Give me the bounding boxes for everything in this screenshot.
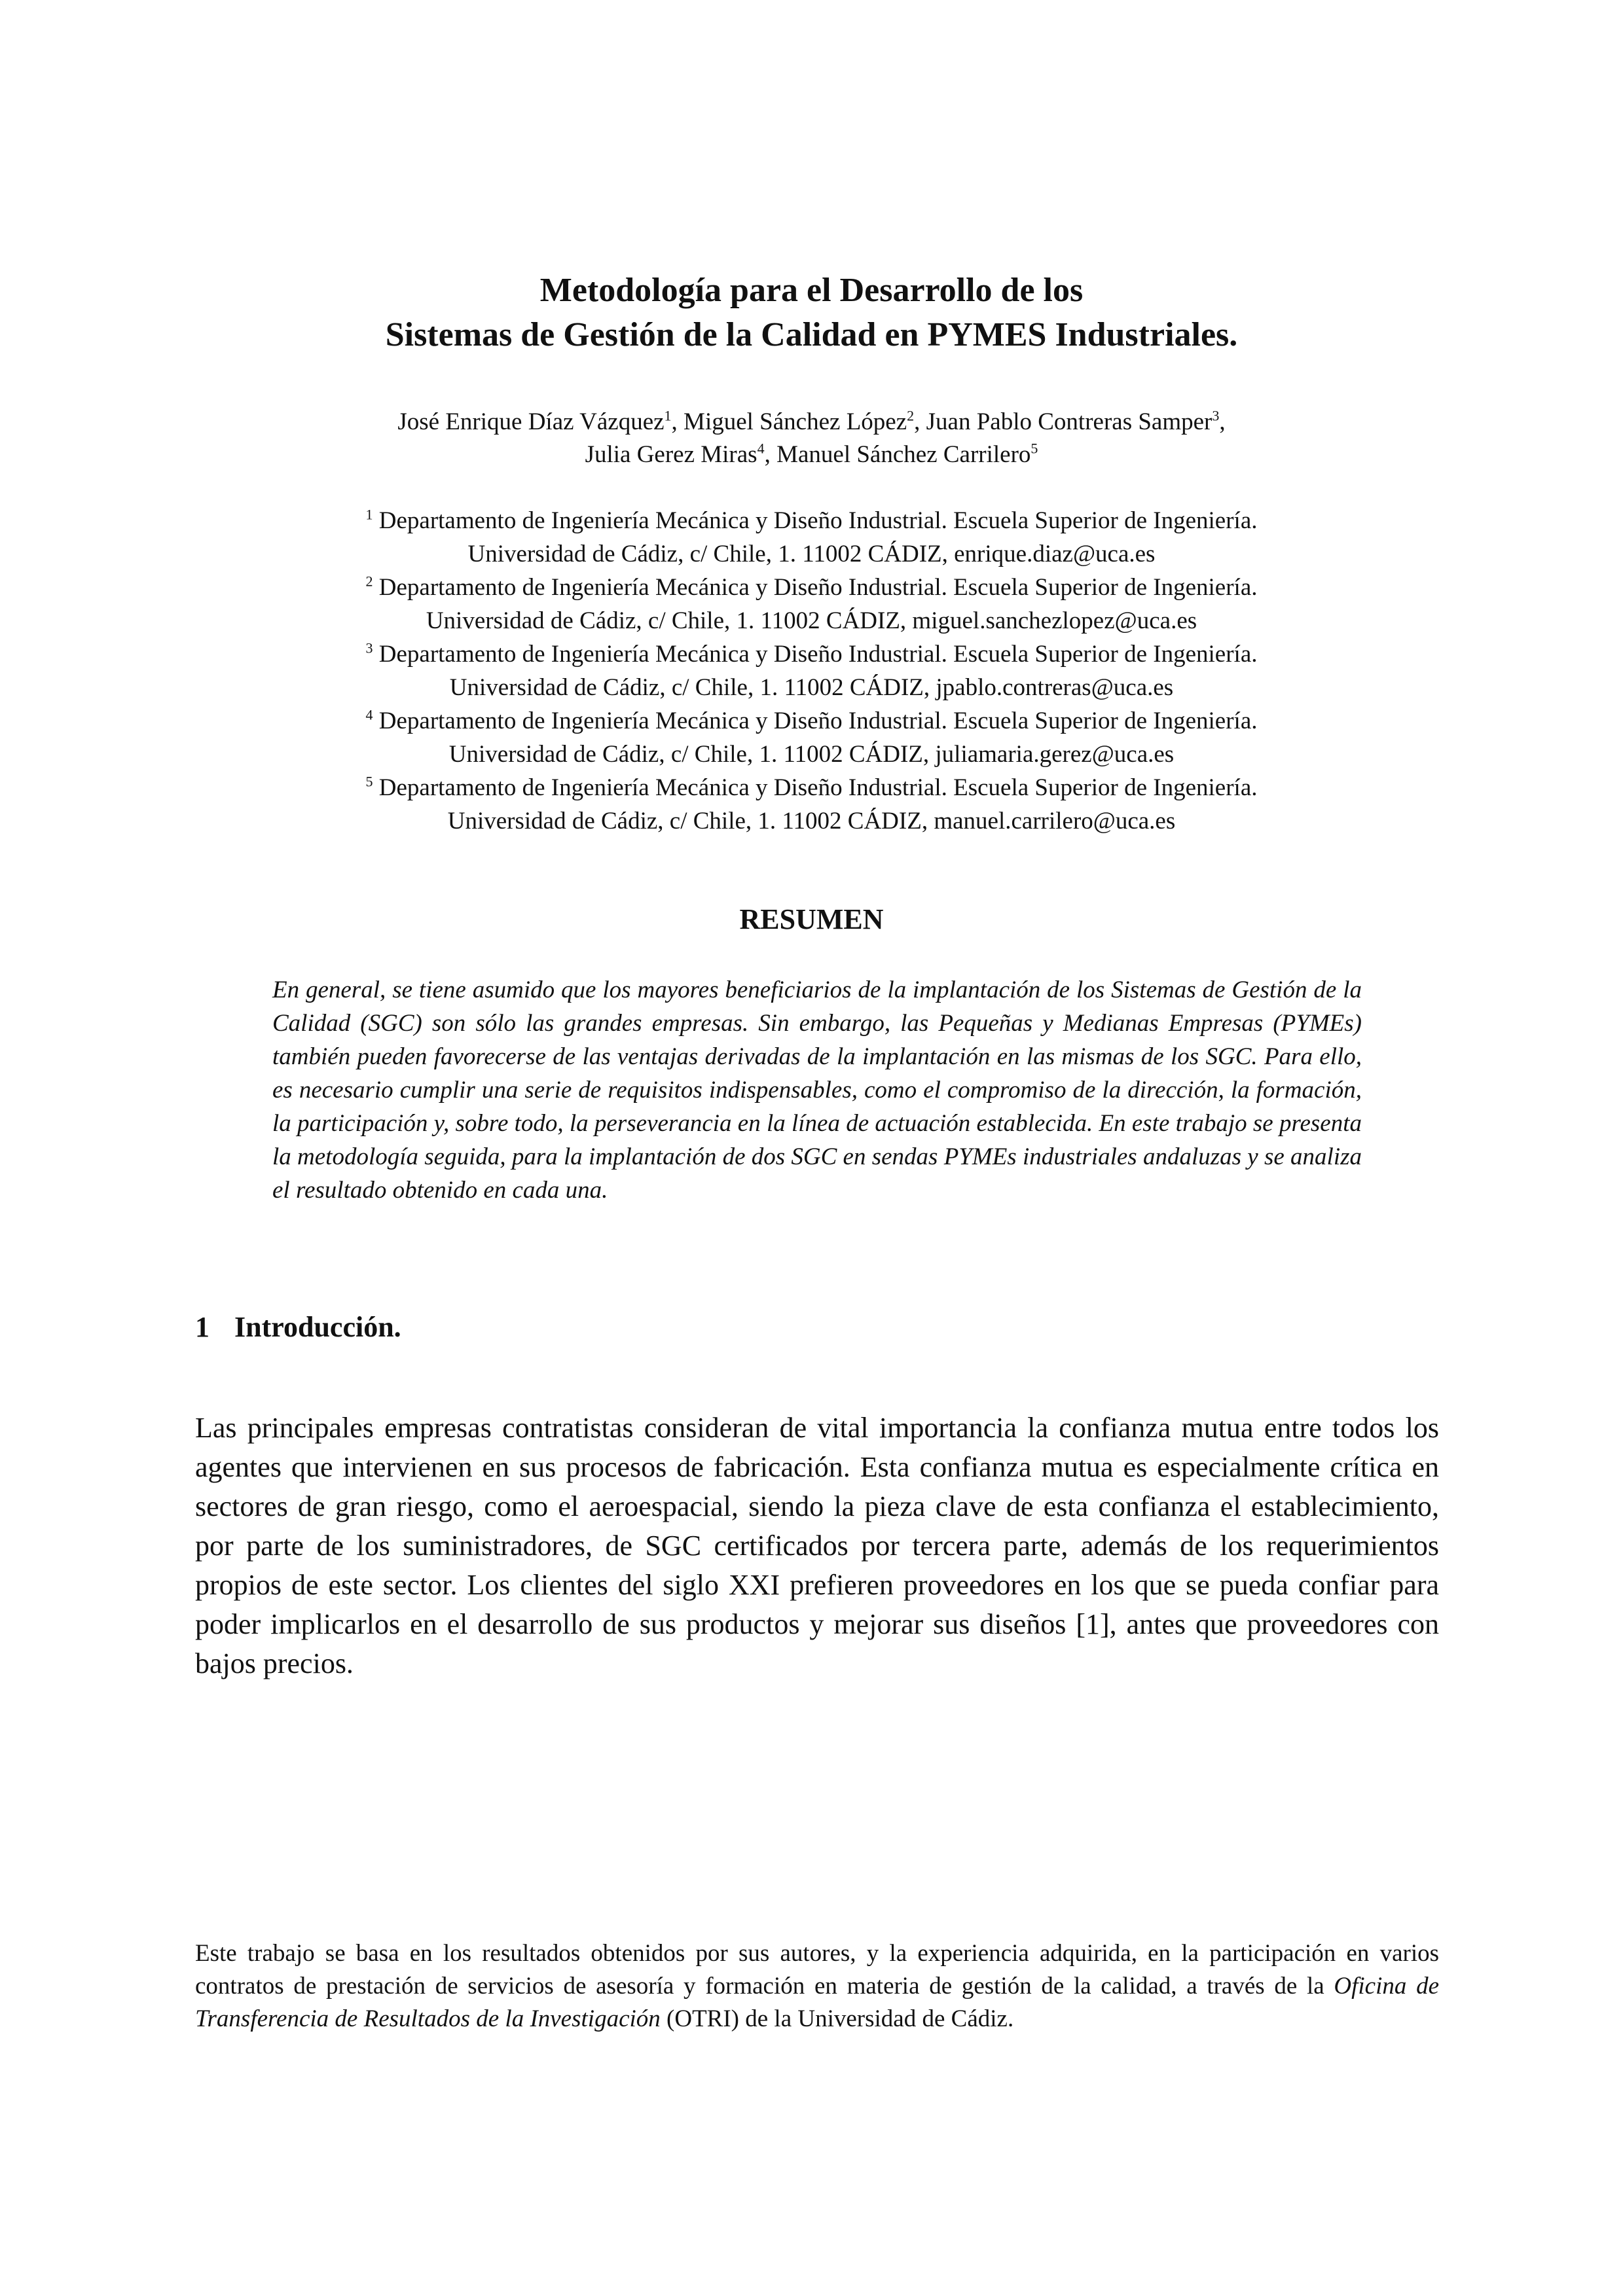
author-name: Manuel Sánchez Carrilero bbox=[776, 441, 1031, 468]
author-name: José Enrique Díaz Vázquez bbox=[397, 408, 665, 435]
paper-title bbox=[0, 268, 1623, 357]
affiliation-line bbox=[0, 704, 1623, 738]
affiliation-item bbox=[0, 637, 1623, 704]
affiliation-address: Universidad de Cádiz, c/ Chile, 1. 11002 CÁDIZ, jpablo.contreras@uca.es bbox=[449, 674, 1174, 701]
affiliation-number: 3 bbox=[365, 639, 373, 656]
affiliation-line bbox=[0, 771, 1623, 804]
footnote-text-before: Este trabajo se basa en los resultados obtenidos por sus autores, y la experiencia adquirida, en la participación en varios contratos de prestación de servicios de asesoría y formación en materia de gestión de la calidad, a través de la bbox=[195, 1940, 1439, 2000]
author-affiliation-mark: 1 bbox=[664, 407, 672, 424]
affiliation-number: 2 bbox=[365, 573, 373, 590]
footnote-italic-office-name: Oficina de Transferencia de Resultados de la Investigación bbox=[195, 1973, 1440, 2032]
affiliation-department: Departamento de Ingeniería Mecánica y Diseño Industrial. Escuela Superior de Ingeniería. bbox=[378, 708, 1258, 734]
footnote-text-after: (OTRI) de la Universidad de Cádiz. bbox=[660, 2005, 1014, 2032]
section-heading-introduccion bbox=[195, 1308, 401, 1347]
author-name: Julia Gerez Miras bbox=[585, 441, 757, 468]
author-affiliation-mark: 5 bbox=[1030, 440, 1038, 457]
author-affiliation-mark: 3 bbox=[1212, 407, 1220, 424]
affiliation-line bbox=[0, 504, 1623, 537]
affiliation-line bbox=[0, 637, 1623, 671]
author-line-2: Julia Gerez Miras$^4$, Manuel Sánchez Carrilero$^5$ bbox=[585, 440, 1038, 468]
introduction-paragraph: Las principales empresas contratistas consideran de vital importancia la confianza mutua entre todos los agentes que intervienen en sus procesos de fabricación. Esta confianza mutua es especialmente crítica en sectores de gran riesgo, como el aeroespacial, siendo la pieza clave de esta confianza el establecimiento, por parte de los suministradores, de SGC certificados por tercera parte, además de los requerimientos propios de este sector. Los clientes del siglo XXI prefieren proveedores en los que se pueda confiar para poder implicarlos en el desarrollo de sus productos y mejorar sus diseños [1], antes que proveedores con bajos precios. bbox=[195, 1412, 1439, 1679]
author-affiliation-mark: 4 bbox=[757, 440, 765, 457]
affiliation-item bbox=[0, 704, 1623, 771]
affiliation-department: Departamento de Ingeniería Mecánica y Diseño Industrial. Escuela Superior de Ingeniería. bbox=[378, 507, 1258, 534]
title-line-2: Sistemas de Gestión de la Calidad en PYMES Industriales. bbox=[385, 316, 1238, 353]
section-title: Introducción. bbox=[234, 1311, 401, 1343]
author-affiliation-mark: 2 bbox=[907, 407, 915, 424]
affiliation-item bbox=[0, 504, 1623, 571]
author-list bbox=[0, 406, 1623, 471]
title-line-1: Metodología para el Desarrollo de los bbox=[539, 272, 1084, 309]
author-name: Juan Pablo Contreras Samper bbox=[926, 408, 1213, 435]
affiliation-address: Universidad de Cádiz, c/ Chile, 1. 11002 CÁDIZ, manuel.carrilero@uca.es bbox=[447, 808, 1176, 834]
affiliation-line bbox=[0, 571, 1623, 604]
affiliation-address: Universidad de Cádiz, c/ Chile, 1. 11002 CÁDIZ, enrique.diaz@uca.es bbox=[467, 541, 1156, 567]
section-number: 1 bbox=[195, 1311, 210, 1343]
affiliation-number: 5 bbox=[365, 773, 373, 790]
affiliation-department: Departamento de Ingeniería Mecánica y Diseño Industrial. Escuela Superior de Ingeniería. bbox=[378, 641, 1258, 668]
affiliation-number: 4 bbox=[365, 706, 373, 723]
affiliation-department: Departamento de Ingeniería Mecánica y Diseño Industrial. Escuela Superior de Ingeniería. bbox=[378, 574, 1258, 601]
abstract-text: En general, se tiene asumido que los mayores beneficiarios de la implantación de los Sistemas de Gestión de la Calidad (SGC) son sólo las grandes empresas. Sin embargo, las Pequeñas y Medianas Empresas (PYMEs) también pueden favorecerse de las ventajas derivadas de la implantación en las mismas de los SGC. Para ello, es necesario cumplir una serie de requisitos indispensables, como el compromiso de la dirección, la formación, la participación y, sobre todo, la perseverancia en la línea de actuación establecida. En este trabajo se presenta la metodología seguida, para la implantación de dos SGC en sendas PYMEs industriales andaluzas y se analiza el resultado obtenido en cada una. bbox=[272, 977, 1362, 1204]
footnote bbox=[195, 1937, 1439, 2036]
author-name: Miguel Sánchez López bbox=[684, 408, 907, 435]
author-line-1: José Enrique Díaz Vázquez$^1$, Miguel Sánchez López$^2$, Juan Pablo Contreras Samper$^3$, bbox=[397, 407, 1226, 435]
affiliation-address: Universidad de Cádiz, c/ Chile, 1. 11002 CÁDIZ, miguel.sanchezlopez@uca.es bbox=[426, 607, 1197, 634]
affiliation-department: Departamento de Ingeniería Mecánica y Diseño Industrial. Escuela Superior de Ingeniería. bbox=[378, 774, 1258, 801]
affiliation-address: Universidad de Cádiz, c/ Chile, 1. 11002 CÁDIZ, juliamaria.gerez@uca.es bbox=[448, 741, 1175, 768]
affiliation-item bbox=[0, 771, 1623, 838]
affiliation-list bbox=[0, 504, 1623, 838]
affiliation-number: 1 bbox=[365, 506, 373, 523]
abstract-heading: RESUMEN bbox=[739, 903, 884, 935]
affiliation-item bbox=[0, 571, 1623, 637]
